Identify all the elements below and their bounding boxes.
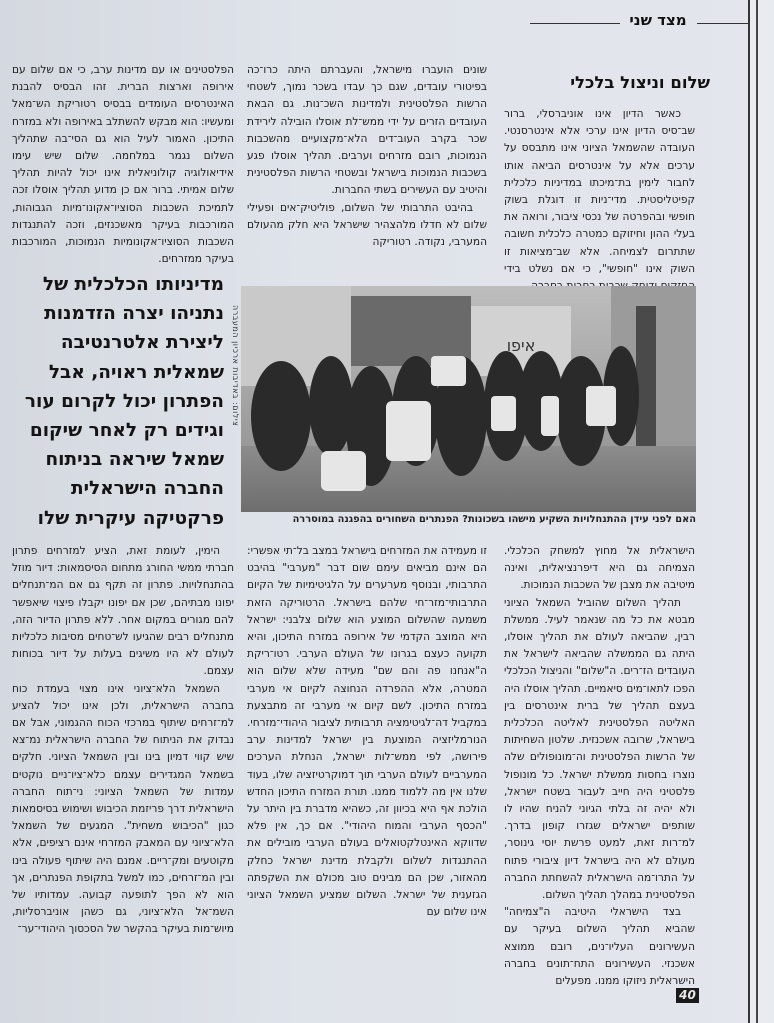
- middle-column-bottom: [247, 543, 487, 921]
- paragraph: כאשר הדיון אינו אוניברסלי, ברור שב־סיס הדיון אינו ערכי אלא אינטרסנטי. העובדה שהשמאל הציוני אינו מתבסס על ערכים אלא על אינטרסים הביאה אותו לחבור לימין בת־מיכתו במדיניות כלכלית קפיטליסטית. מדי־ניות זו דוגלת בשוק חופשי ובהפרטה של נכסי ציבור, ורואה את בעלי ההון וחיזוקם כמטרה כלכלית חשובה שתתרום לצמיחה. אלא שב־מציאות זו השוק אינו "חופשי", כי אם נשלט בידי: [504, 108, 695, 275]
- header-rule-right: [697, 23, 750, 24]
- paragraph: הימין, לעומת זאת, הציע למזרחים פתרון חברתי ממשי החורג מתחום הסיסמאות: דיור מוזל בהתנחלויות. פתרון זה תקף גם אם המ־תנחלים יפונו מבתיהם, שכן אם יפונו יקבלו פיצוי שיאפשר להם מגורים במקום אחר. ללא פתרון הדיור הזה, מתנחלים רבים שהגיעו לש־טחים מסיבות כלכליות לעולם לא היו משיגים בעלות על דיור בכוחות עצמם.: [12, 545, 234, 678]
- banner-text: איפו: [506, 336, 536, 355]
- right-column-bottom: [504, 543, 695, 990]
- trees: [351, 296, 471, 366]
- photo-caption: האם לפני עידן ההתנחלויות השקיע מישהו בשכונות? הפנתרים השחורים בהפגנה במוסררה: [292, 514, 696, 525]
- page-number: 40: [676, 988, 699, 1003]
- protest-photo: [241, 286, 696, 512]
- binding-spine: [748, 0, 774, 1023]
- right-column-top: [504, 106, 695, 295]
- paragraph: בהיבט התרבותי של השלום, פוליטיק־אים ופעילי שלום לא חדלו מלהצהיר שישראל היא חלק מהעולם המערבי, נקודה. רטוריקה: [247, 201, 487, 249]
- paragraph: שונים הועברו מישראל, והעברתם היתה כרו־כה בפיטורי עובדים, שגם כך עבדו בשכר נמוך, לשטחי הרשות הפלסטינית ולמדינות השכ־נות. גם הבאת העובדים הזרים על ידי ממש־לת אוסלו הובילה לירידת שכר בקרב העוב־דים הלא־מקצועיים מהשכבות הנמוכות, רובם מזרחים וערבים. תהליך אוסלו פגע בשכבות הנמוכות בישראל ובשטחי הרשות הפלסטינית והיטיב עם העשירים בשתי החברות.: [247, 64, 487, 197]
- middle-column-top: [247, 62, 487, 251]
- photo-illustration: [241, 286, 696, 512]
- paragraph: זו מעמידה את המזרחים בישראל במצב בל־תי אפשרי: הם אינם מביאים עימם שום דבר "מערבי" בהיבט התרבותי, ובנוסף מערערים על הלגיטימיות של הקיום התרבותי־מזר־חי שלהם בישראל. הרטוריקה הזאת משמעה שהשלום המוצע הוא שלום צלבני: ישראל היא המוצב הקדמי של אירופה במזרח התיכון, והיא תקועה כעצם בגרונו של העולם הערבי. רטו־ריקת ה"אנחנו פה והם שם" מעידה שלא שלום הוא המטרה, אלא ההפרדה הנחוצה לקיום אי מערבי במזרח התיכון. לשם קיום אי מערבי זה מתבצעת במקביל דה־לגיטימציה תרבותית לציבור היהודי־מזרחי. הנורמליזציה המוצעת בין ישראל למדינות ערב פירושה, לפי ממש־לות ישראל, הנחלת הערכים המערביים לעולם הערבי תוך דמוקרטיזציה שלו, בעוד שלנו אין מה ללמוד ממנו. תורת המזרח התיכון החדש הולכת אף היא בכיוון זה, כשהיא מדברת בין היתר על "הכסף הערבי והמוח היהודי". אם כך, אין פלא שדווקא האינטלקטואלים בעולם הערבי מובילים את ההתנגדות לשלום ולקבלת מדינת ישראל כחלק מהאזור, שכן הם מבינים טוב מכולם את השקפתה הגזענית של ישראל. השלום שמציע השמאל הציוני אינו שלום עם: [247, 545, 487, 919]
- paragraph: השמאל הלא־ציוני אינו מצוי בעמדת כוח בחברה הישראלית, ולכן אינו יכול להציע למ־זרחים שיתוף במרכזי הכוח ההגמוני, אבל אם נבדוק את הניתוח של החברה הישראלית נמ־צא שיש קווי דמיון בינו ובין השמאל הציוני. חלקים בשמאל המגדירים עצמם כלא־ציו־ניים נוקטים עמדות של השמאל הציוני: ני־תוח החברה הישראלית דרך פריזמת הכיבוש ושימוש בסיסמאות כגון "הכיבוש משחית". המגעים של השמאל הלא־ציוני עם המאבק המזרחי אינם רציפים, אלא מקוטעים ומק־ריים. אמנם היה שיתוף פעולה בינו ובין המ־זרחים, כמו למשל בתקופת הפנתרים, אך הוא לא הפך לתופעה קבועה. עמדותיו של השמ־אל הלא־ציוני, גם כשהן אוניברסליות, מיוש־מות בעיקר בהקשר של הסכסוך היהודי־ער־: [12, 682, 234, 936]
- article-title: שלום וניצול בלכלי: [570, 73, 710, 92]
- left-column-top: [12, 62, 234, 268]
- pull-quote: מדיניותו הכלכלית של נתניהו יצרה הזדמנות ליצירת אלטרנטיבה שמאלית ראויה, אבל הפתרון יכול לקרום עור וגידים רק לאחר שיקום שמאל שיראה בניתוח החברה הישראלית פרקטיקה עיקרית שלו: [24, 274, 224, 529]
- left-column-bottom: [12, 543, 234, 939]
- header-rule-left: [530, 23, 620, 24]
- paragraph: בצד הישראלי היטיבה ה"צמיחה" שהביא תהליך השלום בעיקר עם העשירונים העליו־נים, רובם ממוצא אשכנזי. העשירונים התח־תונים בחברה הישראלית ניזוקו ממנו. מפעלים: [504, 906, 695, 988]
- paragraph: הישראלית אל מחוץ למשחק הכלכלי. הצמיחה גם היא דיפרנציאלית, ואינה מיטיבה את מצבן של השכבות הנמוכות.: [504, 545, 695, 592]
- paragraph: הפלסטינים או עם מדינות ערב, כי אם שלום עם אירופה וארצות הברית. זהו הבסיס להבנת האינטרסים העומדים בבסיס רטוריקת הש־מאל ומעשיו: הוא מבקש להשתלב באירופה ולא במזרח התיכון. האמור לעיל הוא גם הסי־בה שתהליך השלום נגמר במלחמה. שלום שיש עימו אידיאולוגיה קולוניאלית אינו יכול להיות תהליך שלום אמיתי. ברור אם כן מדוע תהליך אוסלו זכה לתמיכת השכבות הסוציו־אקונו־מיות הגבוהות, המורכבות בעיקר מאשכנזים, וזכה להתנגדות השכבות הסוציו־אקונומיות הנמוכות, המורכבות בעיקר ממזרחים.: [12, 64, 234, 266]
- section-title: מצד שני: [629, 11, 687, 29]
- paragraph: תהליך השלום שהוביל השמאל הציוני מבטא את כל מה שנאמר לעיל. ממשלת רבין, שהביאה לעולם את תהליך אוסלו, היתה גם הממשלה שהביאה לישראל את העובדים הז־רים. ה"שלום" והניצול הכלכלי הפכו לתאו־מים סיאמיים. תהליך אוסלו היה בעצם תהליך של ברית אינטרסים בין האליטה הפלסטינית לאליטה הכלכלית בישראל, שרובה אשכנזית. שלטון השחיתות של הרשות הפלסטינית וה־מונופולים שלה נוצרו בחסות ממשלת ישראל. כל מונופול פלסטיני היה חייב לעבור בשטח ישראל, ולא יהיה זה בלתי הגיוני להניח שהיו לו שותפים ישראלים שגזרו קופון בדרך. למ־רות זאת, למעט פרשת יוסי גינוסר, מעולם לא היה בישראל דיון ציבורי פתוח על התרו־מה הישראלית להשחתת החברה הפלסטינית במהלך תהליך השלום.: [504, 596, 695, 902]
- photo-credit: צילום: באדיבות ארכיון המעברה: [231, 304, 240, 426]
